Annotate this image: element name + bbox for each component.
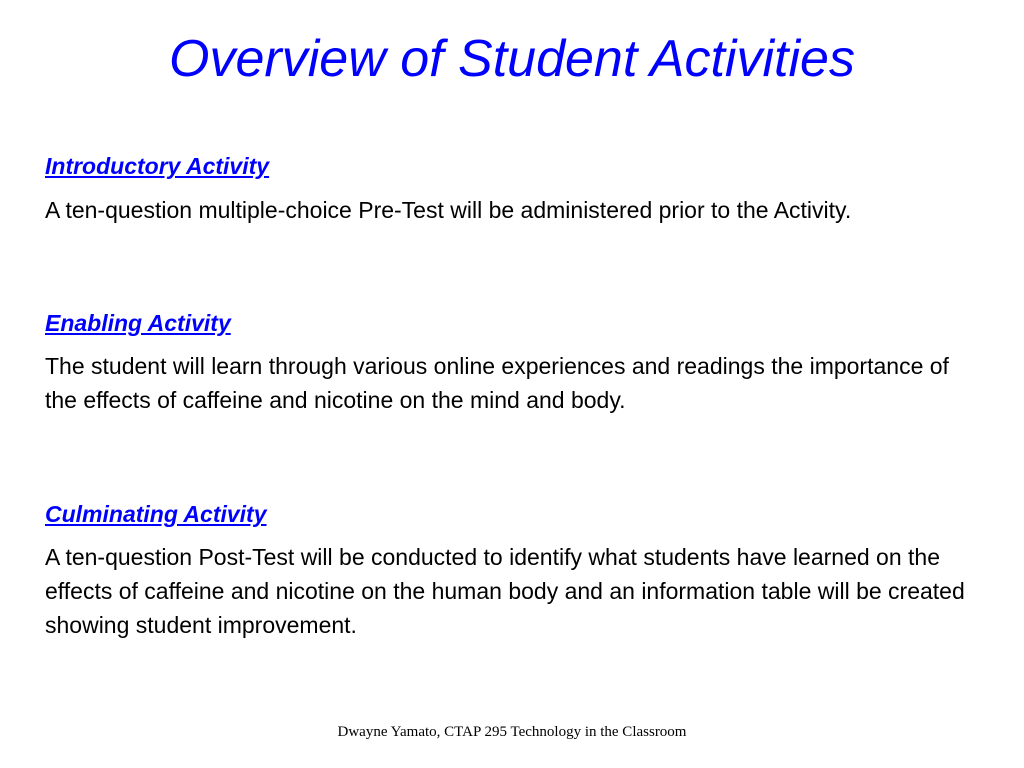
culminating-activity-heading[interactable]: Culminating Activity bbox=[45, 501, 267, 527]
enabling-activity-heading[interactable]: Enabling Activity bbox=[45, 310, 231, 336]
slide-footer: Dwayne Yamato, CTAP 295 Technology in the Classroom bbox=[337, 724, 687, 740]
slide-title: Overview of Student Activities bbox=[169, 30, 855, 88]
introductory-activity-heading[interactable]: Introductory Activity bbox=[45, 153, 270, 179]
culminating-activity-text: A ten-question Post-Test will be conducted to identify what students have learned on the effects of caffeine and nicotine on the human body and an information table will be created showing student improvement. bbox=[45, 544, 965, 638]
introductory-activity-text: A ten-question multiple-choice Pre-Test will be administered prior to the Activity. bbox=[45, 197, 852, 223]
enabling-activity-text: The student will learn through various online experiences and readings the importance of the effects of caffeine and nicotine on the mind and body. bbox=[45, 353, 949, 413]
